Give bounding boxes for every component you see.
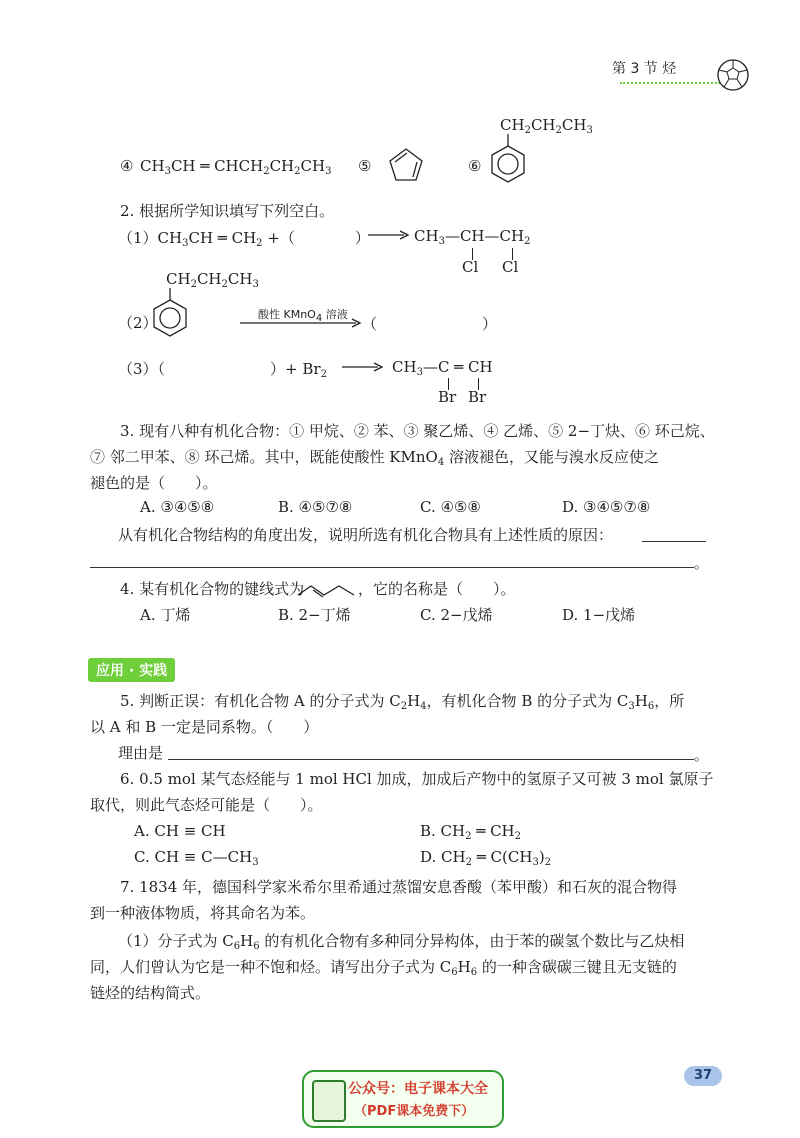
q3-line3: 褪色的是（ ）。 — [90, 474, 218, 492]
q3-option-b: B. ④⑤⑦⑧ — [278, 498, 353, 516]
q2-reaction3-br1: Br — [438, 388, 457, 406]
q3-line1: 3. 现有八种有机化合物：① 甲烷、② 苯、③ 聚乙烯、④ 乙烯、⑤ 2−丁炔、⑥ 环己烷、 — [120, 422, 715, 440]
q4-option-d: D. 1−戊烯 — [562, 606, 636, 624]
q2-reaction1-left: $(1)CH_3CH$ ═ $CH_2$ +（ ） — [118, 229, 370, 249]
q7-sub1-line1: （1）分子式为 $C_6H_6$ 的有机化合物有多种同分异构体，由于苯的碳氢个数比与乙炔相 — [118, 932, 685, 952]
q2-reaction3-left: （3）（ ）+ $Br_2$ — [118, 360, 327, 380]
book-icon — [312, 1080, 346, 1122]
section-header: 第 3 节 烃 — [612, 61, 677, 77]
q4-option-a: A. 丁烯 — [140, 606, 191, 624]
q6-option-a: A. CH ≡ CH — [134, 822, 226, 840]
propylbenzene-structure — [488, 132, 528, 188]
q2-reaction2-substituent: $CH_2CH_2CH_3$ — [166, 270, 259, 290]
watermark-line1: 公众号：电子课本大全 — [348, 1081, 488, 1097]
q2-reaction1-cl2: Cl — [502, 258, 519, 276]
q7-sub1-line2: 同，人们曾认为它是一种不饱和烃。请写出分子式为 $C_6H_6$ 的一种含碳碳三键且无支链的 — [90, 958, 677, 978]
pentene-skeleton — [296, 582, 358, 598]
q3-end-mark: 。 — [694, 554, 710, 572]
q3-answer-blank-2[interactable] — [90, 567, 694, 568]
fullerene-icon — [716, 58, 750, 92]
q1-item5-label: ⑤ — [358, 157, 372, 175]
q3-option-c: C. ④⑤⑧ — [420, 498, 481, 516]
q5-end-mark: 。 — [694, 746, 710, 764]
cyclopentadiene-structure — [386, 146, 426, 184]
q4-stem-a: 4. 某有机化合物的键线式为 — [120, 580, 305, 598]
q1-item6-substituent: $CH_2CH_2CH_3$ — [500, 116, 593, 136]
q2-reaction2-label: （2） — [118, 314, 158, 332]
reaction1-arrow — [368, 230, 412, 240]
q5-line1: 5. 判断正误：有机化合物 A 的分子式为 $C_2H_4$，有机化合物 B 的分子式为 $C_3H_6$，所 — [120, 692, 685, 712]
q7-line2: 到一种液体物质，将其命名为苯。 — [90, 904, 316, 922]
q5-reason-label: 理由是 — [118, 744, 164, 762]
watermark-banner — [302, 1070, 504, 1128]
q2-reaction1-product: $CH_3—CH—CH_2$ — [414, 227, 531, 247]
q6-option-c: C. CH ≡ $C—CH_3$ — [134, 848, 259, 868]
reaction2-arrow — [240, 318, 364, 328]
q3-option-d: D. ③④⑤⑦⑧ — [562, 498, 651, 516]
q3-option-a: A. ③④⑤⑧ — [140, 498, 215, 516]
q5-reason-blank[interactable] — [168, 759, 694, 760]
q2-reaction1-cl1: Cl — [462, 258, 479, 276]
q1-item4-formula: $CH_3CH$ ═ $CHCH_2CH_2CH_3$ — [140, 157, 332, 177]
q2-reaction2-condition: 酸性 KMnO$_4$ 溶液 — [258, 308, 348, 324]
q2-reaction2-blank: （ ） — [362, 315, 498, 333]
q2-reaction3-br2: Br — [468, 388, 487, 406]
q6-option-b: B. $CH_2$ ═ $CH_2$ — [420, 822, 521, 842]
header-rule — [620, 82, 720, 84]
q3-answer-blank-1[interactable] — [642, 541, 706, 542]
q5-line2: 以 A 和 B 一定是同系物。（ ） — [90, 718, 319, 736]
reaction3-arrow — [342, 362, 386, 372]
q1-item4-label: ④ — [120, 157, 134, 175]
q3-followup: 从有机化合物结构的角度出发，说明所选有机化合物具有上述性质的原因： — [118, 526, 614, 544]
watermark-line2: （PDF课本免费下） — [354, 1104, 475, 1119]
q6-line1: 6. 0.5 mol 某气态烃能与 1 mol HCl 加成，加成后产物中的氢原子又可被 3 mol 氯原子 — [120, 770, 714, 788]
q2-reaction3-product: $CH_3—C$ ═ CH — [392, 358, 493, 378]
page-number: 37 — [684, 1066, 722, 1086]
q7-line1: 7. 1834 年，德国科学家米希尔里希通过蒸馏安息香酸（苯甲酸）和石灰的混合物得 — [120, 878, 678, 896]
q2-stem: 2. 根据所学知识填写下列空白。 — [120, 202, 335, 220]
q4-option-c: C. 2−戊烯 — [420, 606, 493, 624]
q4-option-b: B. 2−丁烯 — [278, 606, 351, 624]
q6-option-d: D. $CH_2$ ═ $C(CH_3)_2$ — [420, 848, 552, 868]
q1-item6-label: ⑥ — [468, 157, 482, 175]
q4-stem-b: ，它的名称是（ ）。 — [358, 580, 516, 598]
q6-line2: 取代，则此气态烃可能是（ ）。 — [90, 796, 323, 814]
q7-sub1-line3: 链烃的结构简式。 — [90, 984, 211, 1002]
q3-line2: ⑦ 邻二甲苯、⑧ 环己烯。其中，既能使酸性 KMnO$_4$ 溶液褪色，又能与溴水反应使之 — [90, 448, 659, 468]
section-tag: 应用 · 实践 — [88, 658, 175, 682]
